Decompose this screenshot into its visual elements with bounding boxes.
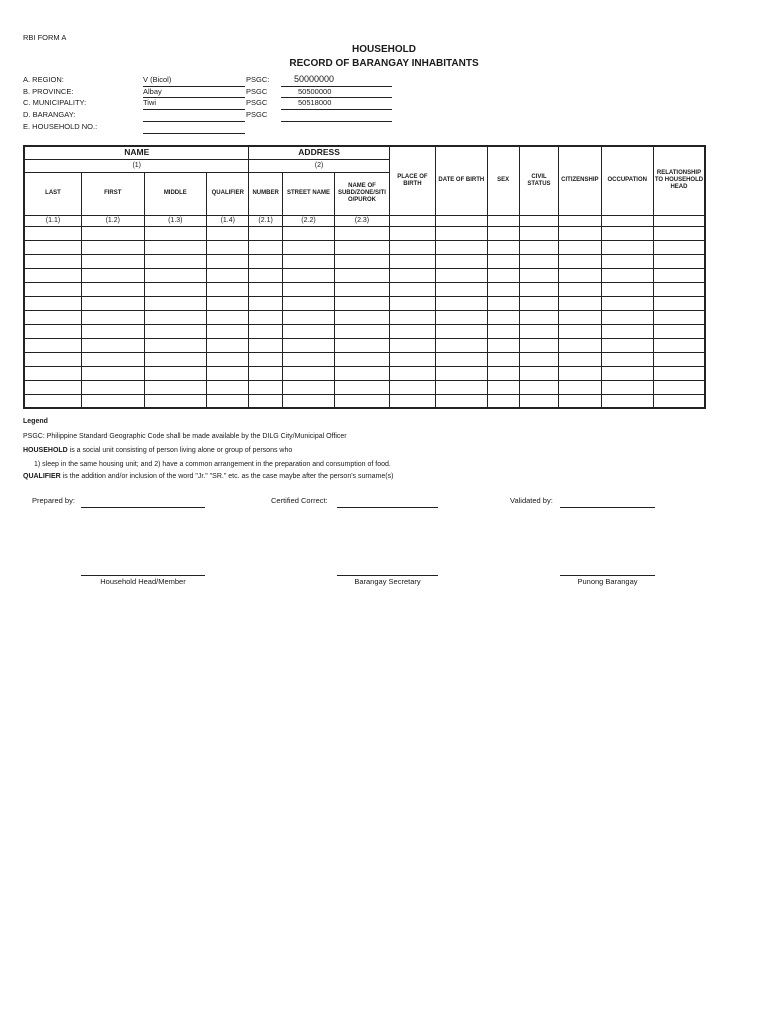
entry-cell[interactable] xyxy=(389,254,435,268)
form-id: RBI FORM A xyxy=(23,33,67,42)
entry-cell[interactable] xyxy=(335,240,389,254)
entry-cell[interactable] xyxy=(207,338,249,352)
entry-cell[interactable] xyxy=(601,268,653,282)
entry-cell[interactable] xyxy=(207,380,249,394)
entry-cell[interactable] xyxy=(144,338,207,352)
municipality-label: C. MUNICIPALITY: xyxy=(23,98,87,107)
entry-cell[interactable] xyxy=(144,254,207,268)
entry-cell[interactable] xyxy=(559,226,601,240)
entry-cell[interactable] xyxy=(519,226,558,240)
entry-cell[interactable] xyxy=(601,324,653,338)
entry-cell[interactable] xyxy=(436,366,487,380)
entry-cell[interactable] xyxy=(282,338,334,352)
entry-cell[interactable] xyxy=(653,338,705,352)
certified-line xyxy=(337,507,438,508)
entry-cell[interactable] xyxy=(487,226,519,240)
entry-cell[interactable] xyxy=(436,240,487,254)
entry-cell[interactable] xyxy=(389,310,435,324)
entry-cell[interactable] xyxy=(653,324,705,338)
entry-cell[interactable] xyxy=(487,310,519,324)
entry-cell[interactable] xyxy=(519,324,558,338)
entry-cell[interactable] xyxy=(601,366,653,380)
idx-subd: (2.3) xyxy=(335,215,389,226)
entry-cell[interactable] xyxy=(601,394,653,408)
entry-cell[interactable] xyxy=(559,352,601,366)
entry-cell[interactable] xyxy=(82,394,145,408)
entry-cell[interactable] xyxy=(82,366,145,380)
entry-cell[interactable] xyxy=(436,296,487,310)
entry-cell[interactable] xyxy=(653,380,705,394)
entry-cell[interactable] xyxy=(207,394,249,408)
certified-name-line xyxy=(337,575,438,576)
legend-qualifier-term: QUALIFIER xyxy=(23,473,61,480)
entry-cell[interactable] xyxy=(519,254,558,268)
entry-cell[interactable] xyxy=(82,254,145,268)
municipality-psgc-label: PSGC xyxy=(246,98,268,107)
entry-cell[interactable] xyxy=(249,268,282,282)
entry-cell[interactable] xyxy=(519,268,558,282)
entry-cell[interactable] xyxy=(282,240,334,254)
entry-cell[interactable] xyxy=(335,282,389,296)
col-occupation: OCCUPATION xyxy=(601,146,653,215)
entry-cell[interactable] xyxy=(335,338,389,352)
entry-cell[interactable] xyxy=(559,394,601,408)
region-psgc-value: 50000000 xyxy=(294,74,335,84)
validated-name: Punong Barangay xyxy=(577,577,638,586)
col-qualifier: QUALIFIER xyxy=(207,172,249,215)
entry-cell[interactable] xyxy=(487,338,519,352)
entry-cell[interactable] xyxy=(519,240,558,254)
entry-cell[interactable] xyxy=(487,296,519,310)
idx-first: (1.2) xyxy=(82,215,145,226)
table-row xyxy=(24,240,705,254)
entry-cell[interactable] xyxy=(282,282,334,296)
entry-cell[interactable] xyxy=(144,380,207,394)
entry-cell[interactable] xyxy=(24,380,82,394)
name-group-header: NAME xyxy=(24,146,249,159)
entry-cell[interactable] xyxy=(82,240,145,254)
entry-cell[interactable] xyxy=(601,352,653,366)
municipality-psgc-underline xyxy=(281,109,392,110)
entry-cell[interactable] xyxy=(559,310,601,324)
entry-cell[interactable] xyxy=(144,352,207,366)
entry-cell[interactable] xyxy=(559,366,601,380)
entry-cell[interactable] xyxy=(559,324,601,338)
table-row xyxy=(24,254,705,268)
entry-cell[interactable] xyxy=(389,226,435,240)
entry-cell[interactable] xyxy=(282,226,334,240)
entry-cell[interactable] xyxy=(282,394,334,408)
entry-cell[interactable] xyxy=(519,352,558,366)
entry-cell[interactable] xyxy=(24,366,82,380)
entry-cell[interactable] xyxy=(389,240,435,254)
col-citizenship: CITIZENSHIP xyxy=(559,146,601,215)
idx-blank xyxy=(601,215,653,226)
legend-household xyxy=(23,447,292,454)
barangay-psgc-underline xyxy=(281,121,392,122)
entry-cell[interactable] xyxy=(559,240,601,254)
entry-cell[interactable] xyxy=(389,366,435,380)
entry-cell[interactable] xyxy=(559,338,601,352)
entry-cell[interactable] xyxy=(335,324,389,338)
form-title-line2: RECORD OF BARANGAY INHABITANTS xyxy=(289,58,479,69)
table-row xyxy=(24,296,705,310)
entry-cell[interactable] xyxy=(519,338,558,352)
province-psgc-value: 50500000 xyxy=(298,87,332,96)
entry-cell[interactable] xyxy=(24,240,82,254)
legend-psgc: PSGC: Philippine Standard Geographic Code shall be made available by the DILG City/Municipal Officer xyxy=(23,433,347,440)
idx-blank xyxy=(653,215,705,226)
entry-cell[interactable] xyxy=(436,324,487,338)
col-middle: MIDDLE xyxy=(144,172,207,215)
entry-cell[interactable] xyxy=(487,240,519,254)
entry-cell[interactable] xyxy=(601,240,653,254)
entry-cell[interactable] xyxy=(389,352,435,366)
prepared-name-line xyxy=(81,575,205,576)
entry-cell[interactable] xyxy=(436,254,487,268)
prepared-by-label: Prepared by: xyxy=(32,496,75,505)
entry-cell[interactable] xyxy=(249,254,282,268)
validated-line xyxy=(560,507,655,508)
entry-cell[interactable] xyxy=(335,380,389,394)
prepared-name: Household Head/Member xyxy=(100,577,186,586)
col-place-of-birth: PLACE OF BIRTH xyxy=(389,146,435,215)
entry-cell[interactable] xyxy=(144,324,207,338)
entry-cell[interactable] xyxy=(601,254,653,268)
entry-cell[interactable] xyxy=(249,338,282,352)
entry-cell[interactable] xyxy=(282,296,334,310)
idx-blank xyxy=(487,215,519,226)
entry-cell[interactable] xyxy=(144,268,207,282)
entry-cell[interactable] xyxy=(207,366,249,380)
household-no-underline xyxy=(143,133,245,134)
entry-cell[interactable] xyxy=(519,310,558,324)
entry-cell[interactable] xyxy=(487,282,519,296)
entry-cell[interactable] xyxy=(249,352,282,366)
entry-cell[interactable] xyxy=(282,380,334,394)
entry-cell[interactable] xyxy=(144,240,207,254)
table-row xyxy=(24,394,705,408)
entry-cell[interactable] xyxy=(436,352,487,366)
entry-cell[interactable] xyxy=(144,282,207,296)
entry-cell[interactable] xyxy=(335,366,389,380)
table-row xyxy=(24,324,705,338)
entry-cell[interactable] xyxy=(207,240,249,254)
region-value: V (Bicol) xyxy=(143,75,172,84)
entry-cell[interactable] xyxy=(601,380,653,394)
entry-cell[interactable] xyxy=(519,296,558,310)
col-first: FIRST xyxy=(82,172,145,215)
entry-rows xyxy=(24,226,705,408)
table-row xyxy=(24,282,705,296)
province-value: Albay xyxy=(143,87,162,96)
entry-cell[interactable] xyxy=(436,380,487,394)
idx-number: (2.1) xyxy=(249,215,282,226)
region-label: A. REGION: xyxy=(23,75,64,84)
entry-cell[interactable] xyxy=(24,282,82,296)
entry-cell[interactable] xyxy=(519,394,558,408)
idx-blank xyxy=(389,215,435,226)
barangay-underline xyxy=(143,121,245,122)
idx-blank xyxy=(559,215,601,226)
entry-cell[interactable] xyxy=(389,338,435,352)
entry-cell[interactable] xyxy=(24,310,82,324)
entry-cell[interactable] xyxy=(601,296,653,310)
entry-cell[interactable] xyxy=(335,296,389,310)
entry-cell[interactable] xyxy=(207,310,249,324)
name-group-index: (1) xyxy=(24,159,249,172)
entry-cell[interactable] xyxy=(82,380,145,394)
entry-cell[interactable] xyxy=(559,254,601,268)
entry-cell[interactable] xyxy=(519,282,558,296)
entry-cell[interactable] xyxy=(282,366,334,380)
col-sex: SEX xyxy=(487,146,519,215)
table-row xyxy=(24,310,705,324)
entry-cell[interactable] xyxy=(24,352,82,366)
entry-cell[interactable] xyxy=(207,352,249,366)
col-date-of-birth: DATE OF BIRTH xyxy=(436,146,487,215)
entry-cell[interactable] xyxy=(653,296,705,310)
legend-household-term: HOUSEHOLD xyxy=(23,447,68,454)
entry-cell[interactable] xyxy=(335,268,389,282)
entry-cell[interactable] xyxy=(282,324,334,338)
col-number: NUMBER xyxy=(249,172,282,215)
entry-cell[interactable] xyxy=(207,226,249,240)
entry-cell[interactable] xyxy=(249,282,282,296)
entry-cell[interactable] xyxy=(249,394,282,408)
entry-cell[interactable] xyxy=(487,324,519,338)
entry-cell[interactable] xyxy=(207,268,249,282)
entry-cell[interactable] xyxy=(389,268,435,282)
idx-middle: (1.3) xyxy=(144,215,207,226)
entry-cell[interactable] xyxy=(82,338,145,352)
entry-cell[interactable] xyxy=(653,282,705,296)
table-row xyxy=(24,352,705,366)
province-psgc-label: PSGC xyxy=(246,87,268,96)
entry-cell[interactable] xyxy=(436,394,487,408)
entry-cell[interactable] xyxy=(653,366,705,380)
entry-cell[interactable] xyxy=(559,282,601,296)
idx-street-name: (2.2) xyxy=(282,215,334,226)
entry-cell[interactable] xyxy=(24,226,82,240)
legend-household-cont: 1) sleep in the same housing unit; and 2) have a common arrangement in the preparation and consumption of food. xyxy=(34,461,391,468)
entry-cell[interactable] xyxy=(335,226,389,240)
col-relationship: RELATIONSHIP TO HOUSEHOLD HEAD xyxy=(653,146,705,215)
household-no-label: E. HOUSEHOLD NO.: xyxy=(23,122,98,131)
entry-cell[interactable] xyxy=(519,366,558,380)
table-row xyxy=(24,268,705,282)
municipality-psgc-value: 50518000 xyxy=(298,98,332,107)
entry-cell[interactable] xyxy=(335,310,389,324)
col-last: LAST xyxy=(24,172,82,215)
idx-blank xyxy=(436,215,487,226)
municipality-underline xyxy=(143,109,245,110)
idx-blank xyxy=(519,215,558,226)
entry-cell[interactable] xyxy=(487,380,519,394)
entry-cell[interactable] xyxy=(335,394,389,408)
table-row xyxy=(24,366,705,380)
entry-cell[interactable] xyxy=(601,338,653,352)
province-label: B. PROVINCE: xyxy=(23,87,74,96)
entry-cell[interactable] xyxy=(653,310,705,324)
entry-cell[interactable] xyxy=(436,226,487,240)
entry-cell[interactable] xyxy=(24,268,82,282)
entry-cell[interactable] xyxy=(487,394,519,408)
region-psgc-label: PSGC: xyxy=(246,75,270,84)
entry-cell[interactable] xyxy=(601,282,653,296)
legend-title: Legend xyxy=(23,418,48,425)
table-row xyxy=(24,226,705,240)
idx-last: (1.1) xyxy=(24,215,82,226)
entry-cell[interactable] xyxy=(436,268,487,282)
barangay-psgc-label: PSGC xyxy=(246,110,268,119)
entry-cell[interactable] xyxy=(653,394,705,408)
entry-cell[interactable] xyxy=(282,310,334,324)
entry-cell[interactable] xyxy=(207,254,249,268)
entry-cell[interactable] xyxy=(82,324,145,338)
entry-cell[interactable] xyxy=(144,310,207,324)
idx-qualifier: (1.4) xyxy=(207,215,249,226)
entry-cell[interactable] xyxy=(82,282,145,296)
entry-cell[interactable] xyxy=(389,324,435,338)
entry-cell[interactable] xyxy=(653,240,705,254)
entry-cell[interactable] xyxy=(601,310,653,324)
entry-cell[interactable] xyxy=(559,296,601,310)
entry-cell[interactable] xyxy=(24,324,82,338)
entry-cell[interactable] xyxy=(282,268,334,282)
municipality-value: Tiwi xyxy=(143,98,157,107)
entry-cell[interactable] xyxy=(144,394,207,408)
entry-cell[interactable] xyxy=(653,352,705,366)
entry-cell[interactable] xyxy=(144,366,207,380)
entry-cell[interactable] xyxy=(389,394,435,408)
entry-cell[interactable] xyxy=(559,380,601,394)
col-street-name: STREET NAME xyxy=(282,172,334,215)
certified-name: Barangay Secretary xyxy=(354,577,421,586)
entry-cell[interactable] xyxy=(559,268,601,282)
entry-cell[interactable] xyxy=(82,310,145,324)
entry-cell[interactable] xyxy=(487,268,519,282)
entry-cell[interactable] xyxy=(601,226,653,240)
entry-cell[interactable] xyxy=(487,366,519,380)
entry-cell[interactable] xyxy=(653,226,705,240)
entry-cell[interactable] xyxy=(82,268,145,282)
validated-name-line xyxy=(560,575,655,576)
entry-cell[interactable] xyxy=(82,226,145,240)
inhabitants-table xyxy=(23,145,706,409)
entry-cell[interactable] xyxy=(389,296,435,310)
entry-cell[interactable] xyxy=(144,296,207,310)
entry-cell[interactable] xyxy=(82,296,145,310)
entry-cell[interactable] xyxy=(487,254,519,268)
entry-cell[interactable] xyxy=(207,282,249,296)
legend-household-def: is a social unit consisting of person living alone or group of persons who xyxy=(67,447,293,454)
validated-label: Validated by: xyxy=(510,496,553,505)
entry-cell[interactable] xyxy=(144,226,207,240)
legend-qualifier xyxy=(23,473,393,480)
barangay-label: D. BARANGAY: xyxy=(23,110,76,119)
address-group-index: (2) xyxy=(249,159,389,172)
table-row xyxy=(24,380,705,394)
entry-cell[interactable] xyxy=(249,240,282,254)
entry-cell[interactable] xyxy=(519,380,558,394)
entry-cell[interactable] xyxy=(653,254,705,268)
entry-cell[interactable] xyxy=(335,254,389,268)
entry-cell[interactable] xyxy=(436,338,487,352)
col-civil-status: CIVIL STATUS xyxy=(519,146,558,215)
entry-cell[interactable] xyxy=(436,310,487,324)
entry-cell[interactable] xyxy=(24,338,82,352)
entry-cell[interactable] xyxy=(249,310,282,324)
col-subd: NAME OF SUBD/ZONE/SITI O/PUROK xyxy=(335,172,389,215)
entry-cell[interactable] xyxy=(24,254,82,268)
entry-cell[interactable] xyxy=(249,366,282,380)
entry-cell[interactable] xyxy=(282,352,334,366)
entry-cell[interactable] xyxy=(207,296,249,310)
address-group-header: ADDRESS xyxy=(249,146,389,159)
entry-cell[interactable] xyxy=(653,268,705,282)
legend-qualifier-def: is the addition and/or inclusion of the word "Jr." "SR." etc. as the case maybe after the person's surname(s) xyxy=(60,473,394,480)
entry-cell[interactable] xyxy=(249,296,282,310)
entry-cell[interactable] xyxy=(389,282,435,296)
entry-cell[interactable] xyxy=(282,254,334,268)
entry-cell[interactable] xyxy=(249,226,282,240)
province-underline xyxy=(143,97,245,98)
entry-cell[interactable] xyxy=(389,380,435,394)
entry-cell[interactable] xyxy=(249,380,282,394)
entry-cell[interactable] xyxy=(24,394,82,408)
entry-cell[interactable] xyxy=(487,352,519,366)
form-title-line1: HOUSEHOLD xyxy=(352,44,416,55)
table-row xyxy=(24,338,705,352)
entry-cell[interactable] xyxy=(82,352,145,366)
entry-cell[interactable] xyxy=(24,296,82,310)
entry-cell[interactable] xyxy=(335,352,389,366)
prepared-by-line xyxy=(81,507,205,508)
entry-cell[interactable] xyxy=(249,324,282,338)
certified-label: Certified Correct: xyxy=(271,496,328,505)
entry-cell[interactable] xyxy=(436,282,487,296)
entry-cell[interactable] xyxy=(207,324,249,338)
